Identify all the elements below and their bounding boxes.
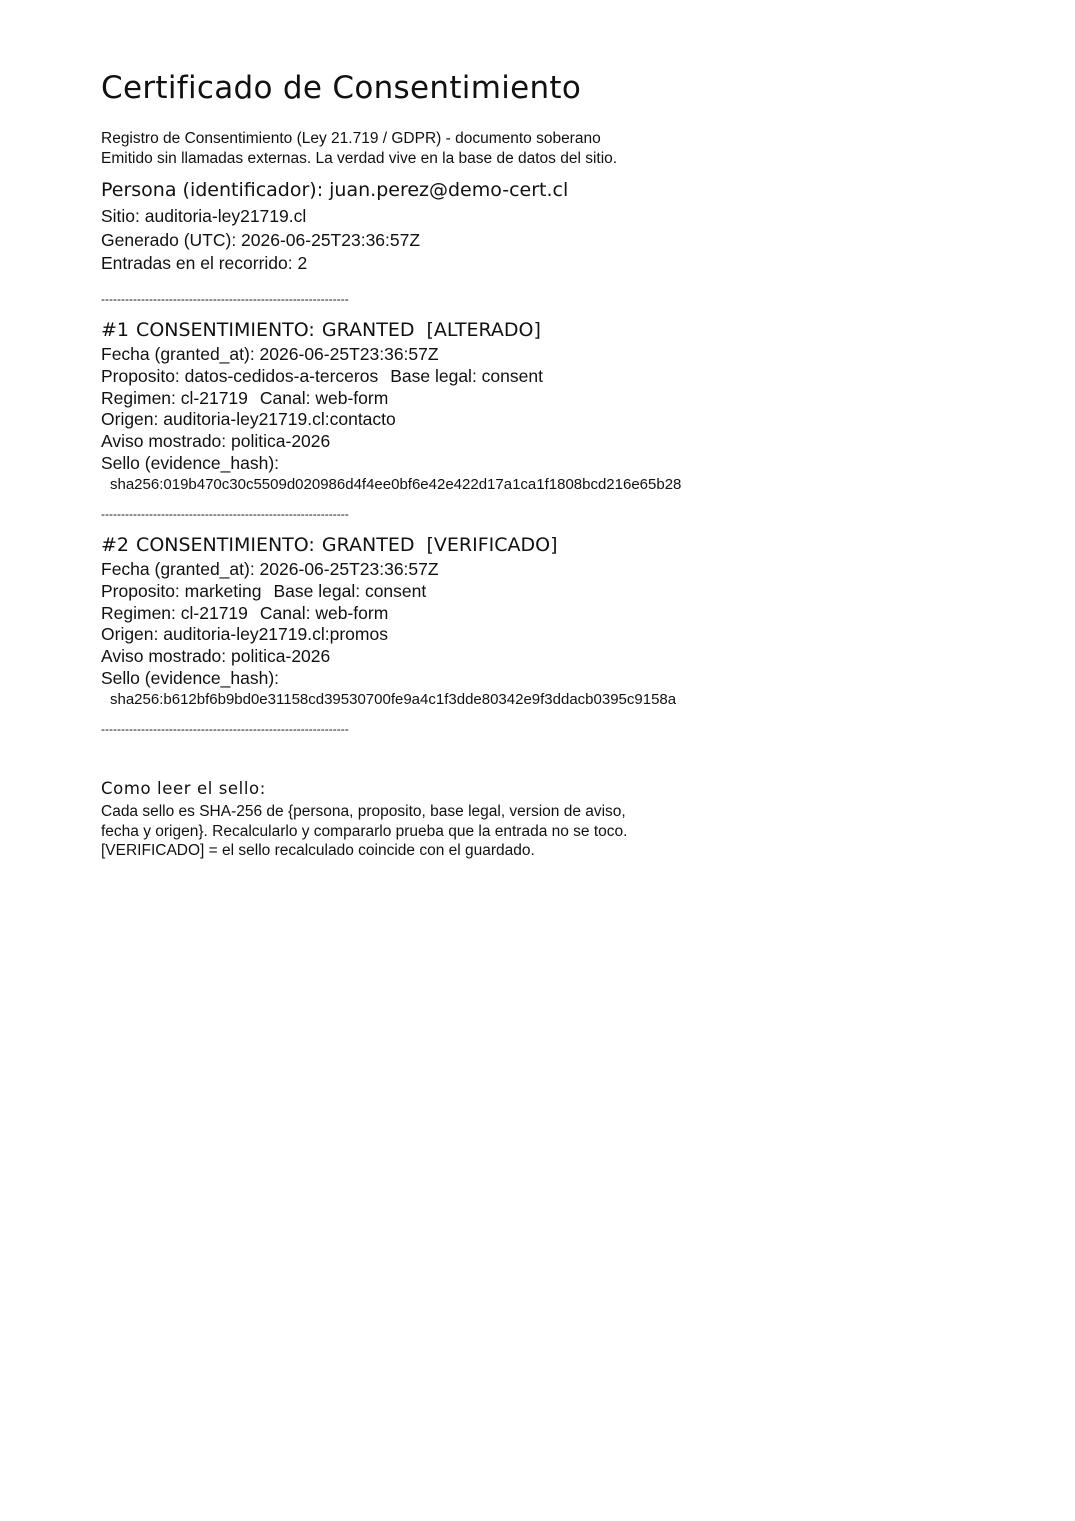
entry-details	[101, 344, 1001, 495]
entry-origin: Origen: auditoria-ley21719.cl:promos	[101, 624, 388, 645]
intro-block	[101, 129, 617, 169]
entry-regime-row	[101, 603, 1001, 625]
entry-purpose: Proposito: marketing	[101, 580, 262, 601]
entry-date: Fecha (granted_at): 2026-06-25T23:36:57Z	[101, 559, 439, 579]
entry-status-badge: [VERIFICADO]	[426, 534, 558, 556]
entry-purpose-row	[101, 581, 1001, 603]
seal-help-line: Cada sello es SHA-256 de {persona, proposito, base legal, version de aviso,	[101, 803, 626, 820]
separator: --------------------------------------------------------------	[101, 507, 349, 521]
meta-block	[101, 205, 420, 276]
entry-channel: Canal: web-form	[259, 602, 389, 623]
subject-identifier: Persona (identificador): juan.perez@demo-cert.cl	[101, 179, 569, 201]
entry-heading	[101, 533, 1001, 557]
entry-seal-hash: sha256:019b470c30c5509d020986d4f4ee0bf6e42e422d17a1ca1f1808bcd216e65b28	[110, 475, 682, 493]
entry-purpose: Proposito: datos-cedidos-a-terceros	[101, 365, 379, 386]
entry-title: #2 CONSENTIMIENTO: GRANTED	[101, 534, 415, 556]
document-title: Certificado de Consentimiento	[101, 70, 582, 106]
entry-status-badge: [ALTERADO]	[426, 319, 541, 341]
seal-help-line: fecha y origen}. Recalcularlo y compararlo prueba que la entrada no se toco.	[101, 822, 628, 840]
entry-legal-basis: Base legal: consent	[273, 580, 427, 601]
separator: --------------------------------------------------------------	[101, 722, 349, 736]
consent-entry	[101, 533, 1001, 710]
entry-date: Fecha (granted_at): 2026-06-25T23:36:57Z	[101, 344, 439, 364]
site-line: Sitio: auditoria-ley21719.cl	[101, 206, 307, 226]
entry-notice: Aviso mostrado: politica-2026	[101, 431, 331, 452]
intro-line: Registro de Consentimiento (Ley 21.719 / GDPR) - documento soberano	[101, 130, 601, 147]
entry-seal-hash: sha256:b612bf6b9bd0e31158cd39530700fe9a4c1f3dde80342e9f3ddacb0395c9158a	[110, 690, 677, 708]
entry-title: #1 CONSENTIMIENTO: GRANTED	[101, 319, 415, 341]
intro-line: Emitido sin llamadas externas. La verdad vive en la base de datos del sitio.	[101, 150, 618, 167]
generated-line: Generado (UTC): 2026-06-25T23:36:57Z	[101, 229, 421, 250]
separator: --------------------------------------------------------------	[101, 292, 349, 306]
entry-regime: Regimen: cl-21719	[101, 387, 248, 408]
entry-regime-row	[101, 388, 1001, 410]
seal-help-title: Como leer el sello:	[101, 779, 266, 798]
entry-purpose-row	[101, 366, 1001, 388]
entry-details	[101, 559, 1001, 710]
entry-heading	[101, 318, 1001, 342]
seal-help-line: [VERIFICADO] = el sello recalculado coincide con el guardado.	[101, 842, 535, 859]
entry-regime: Regimen: cl-21719	[101, 602, 248, 623]
entry-seal-label: Sello (evidence_hash):	[101, 452, 280, 473]
consent-entry	[101, 318, 1001, 495]
entry-notice: Aviso mostrado: politica-2026	[101, 646, 331, 667]
entry-channel: Canal: web-form	[259, 387, 389, 408]
entries-count-line: Entradas en el recorrido: 2	[101, 253, 308, 273]
seal-help-text	[101, 802, 627, 861]
entry-origin: Origen: auditoria-ley21719.cl:contacto	[101, 409, 396, 430]
entry-legal-basis: Base legal: consent	[390, 365, 543, 386]
entry-seal-label: Sello (evidence_hash):	[101, 667, 280, 688]
